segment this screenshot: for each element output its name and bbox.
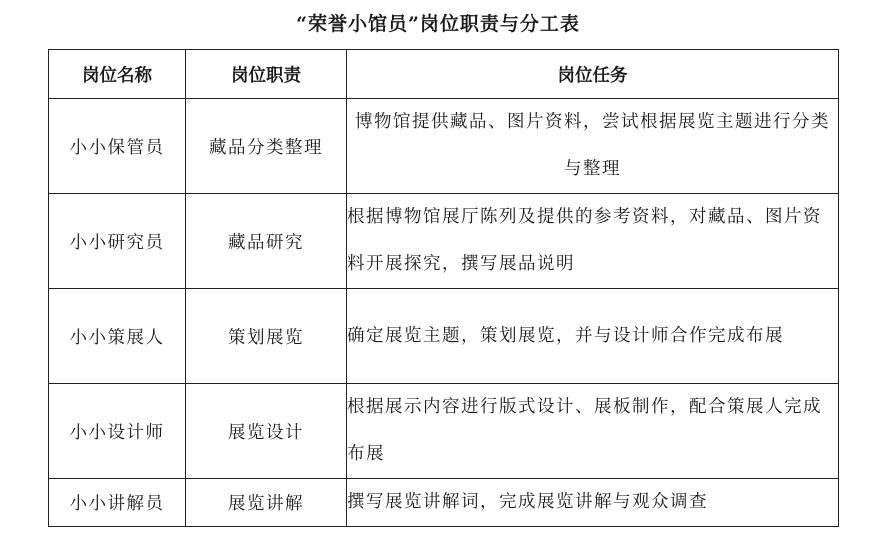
- duty-table: [48, 49, 839, 527]
- position-duty-cell: 策划展览: [186, 289, 347, 384]
- position-task-cell: 确定展览主题，策划展览，并与设计师合作完成布展: [347, 289, 839, 384]
- position-duty-cell: 展览设计: [186, 384, 347, 479]
- header-position-duty: 岗位职责: [186, 50, 347, 99]
- position-task-cell: 撰写展览讲解词，完成展览讲解与观众调查: [347, 479, 839, 527]
- table-row: [49, 384, 839, 479]
- position-task-cell: 根据展示内容进行版式设计、展板制作，配合策展人完成布展: [347, 384, 839, 479]
- table-row: [49, 289, 839, 384]
- position-name-cell: 小小研究员: [49, 194, 186, 289]
- position-name-cell: 小小保管员: [49, 99, 186, 194]
- document-title: “荣誉小馆员”岗位职责与分工表: [296, 13, 580, 35]
- position-name-cell: 小小策展人: [49, 289, 186, 384]
- header-position-task: 岗位任务: [347, 50, 839, 99]
- header-position-name: 岗位名称: [49, 50, 186, 99]
- table-row: [49, 479, 839, 527]
- table-row: [49, 99, 839, 194]
- table-header-row: [49, 50, 839, 99]
- position-duty-cell: 藏品研究: [186, 194, 347, 289]
- position-duty-cell: 藏品分类整理: [186, 99, 347, 194]
- position-duty-cell: 展览讲解: [186, 479, 347, 527]
- position-name-cell: 小小设计师: [49, 384, 186, 479]
- table-row: [49, 194, 839, 289]
- position-name-cell: 小小讲解员: [49, 479, 186, 527]
- position-task-cell: 根据博物馆展厅陈列及提供的参考资料，对藏品、图片资料开展探究，撰写展品说明: [347, 194, 839, 289]
- position-task-cell: 博物馆提供藏品、图片资料，尝试根据展览主题进行分类与整理: [347, 99, 839, 194]
